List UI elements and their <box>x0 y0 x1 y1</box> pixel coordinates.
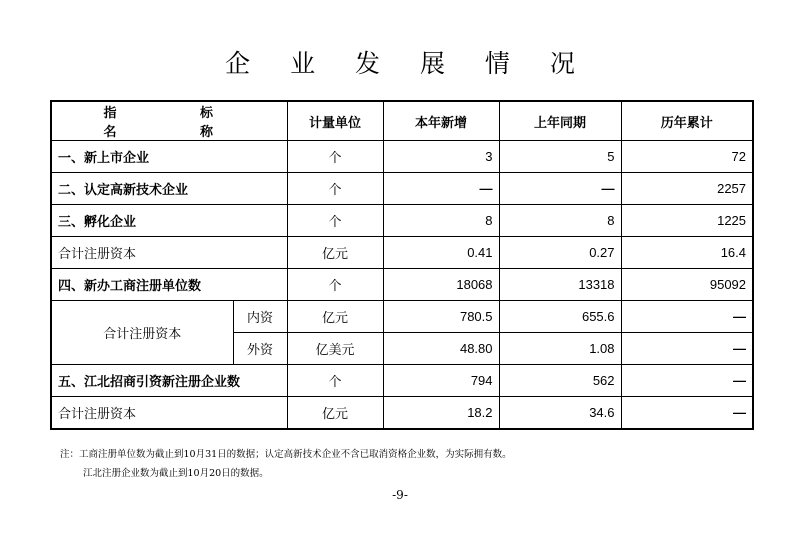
row-label: 合计注册资本 <box>51 237 287 269</box>
row-new: 48.80 <box>383 333 499 365</box>
row-sublabel: 外资 <box>233 333 287 365</box>
row-cum: — <box>621 301 753 333</box>
row-prev: — <box>499 173 621 205</box>
header-cumulative: 历年累计 <box>621 101 753 141</box>
row-cum: 95092 <box>621 269 753 301</box>
row-label: 合计注册资本 <box>51 397 287 429</box>
footnote-2: 江北注册企业数为截止到10月20日的数据。 <box>83 468 269 479</box>
row-new: — <box>383 173 499 205</box>
row-cum: — <box>621 365 753 397</box>
row-prev: 8 <box>499 205 621 237</box>
table-row <box>51 141 753 173</box>
header-indicator-name: 指 标 名 称 <box>51 101 287 141</box>
table-row <box>51 269 753 301</box>
row-label: 五、江北招商引资新注册企业数 <box>51 365 287 397</box>
header-this-year: 本年新增 <box>383 101 499 141</box>
row-prev: 13318 <box>499 269 621 301</box>
row-unit: 个 <box>287 365 383 397</box>
row-sublabel: 内资 <box>233 301 287 333</box>
row-cum: — <box>621 333 753 365</box>
row-new: 8 <box>383 205 499 237</box>
table-row <box>51 237 753 269</box>
row-unit: 亿美元 <box>287 333 383 365</box>
table-row <box>51 205 753 237</box>
table-row <box>51 173 753 205</box>
page-title: 企 业 发 展 情 况 <box>225 49 591 78</box>
footnote-1: 注：工商注册单位数为截止到10月31日的数据；认定高新技术企业不含已取消资格企业数，为实际拥有数。 <box>60 449 512 460</box>
table-row <box>51 365 753 397</box>
row-unit: 亿元 <box>287 301 383 333</box>
row-new: 18.2 <box>383 397 499 429</box>
row-prev: 5 <box>499 141 621 173</box>
row-unit: 个 <box>287 205 383 237</box>
row-label: 合计注册资本 <box>51 301 233 365</box>
row-cum: 1225 <box>621 205 753 237</box>
header-last-year: 上年同期 <box>499 101 621 141</box>
row-new: 780.5 <box>383 301 499 333</box>
row-cum: 72 <box>621 141 753 173</box>
row-prev: 1.08 <box>499 333 621 365</box>
row-label: 一、新上市企业 <box>51 141 287 173</box>
row-prev: 34.6 <box>499 397 621 429</box>
row-unit: 亿元 <box>287 237 383 269</box>
row-unit: 个 <box>287 141 383 173</box>
header-unit: 计量单位 <box>287 101 383 141</box>
row-cum: 2257 <box>621 173 753 205</box>
row-new: 0.41 <box>383 237 499 269</box>
table-row <box>51 397 753 429</box>
table-header-row <box>51 101 753 141</box>
row-label: 二、认定高新技术企业 <box>51 173 287 205</box>
row-new: 794 <box>383 365 499 397</box>
page-number: -9- <box>392 488 408 502</box>
row-cum: — <box>621 397 753 429</box>
row-unit: 亿元 <box>287 397 383 429</box>
row-label: 四、新办工商注册单位数 <box>51 269 287 301</box>
row-new: 3 <box>383 141 499 173</box>
row-prev: 655.6 <box>499 301 621 333</box>
row-cum: 16.4 <box>621 237 753 269</box>
row-prev: 0.27 <box>499 237 621 269</box>
table-row <box>51 301 753 333</box>
enterprise-development-table <box>50 100 754 430</box>
row-new: 18068 <box>383 269 499 301</box>
row-prev: 562 <box>499 365 621 397</box>
row-unit: 个 <box>287 173 383 205</box>
row-unit: 个 <box>287 269 383 301</box>
row-label: 三、孵化企业 <box>51 205 287 237</box>
